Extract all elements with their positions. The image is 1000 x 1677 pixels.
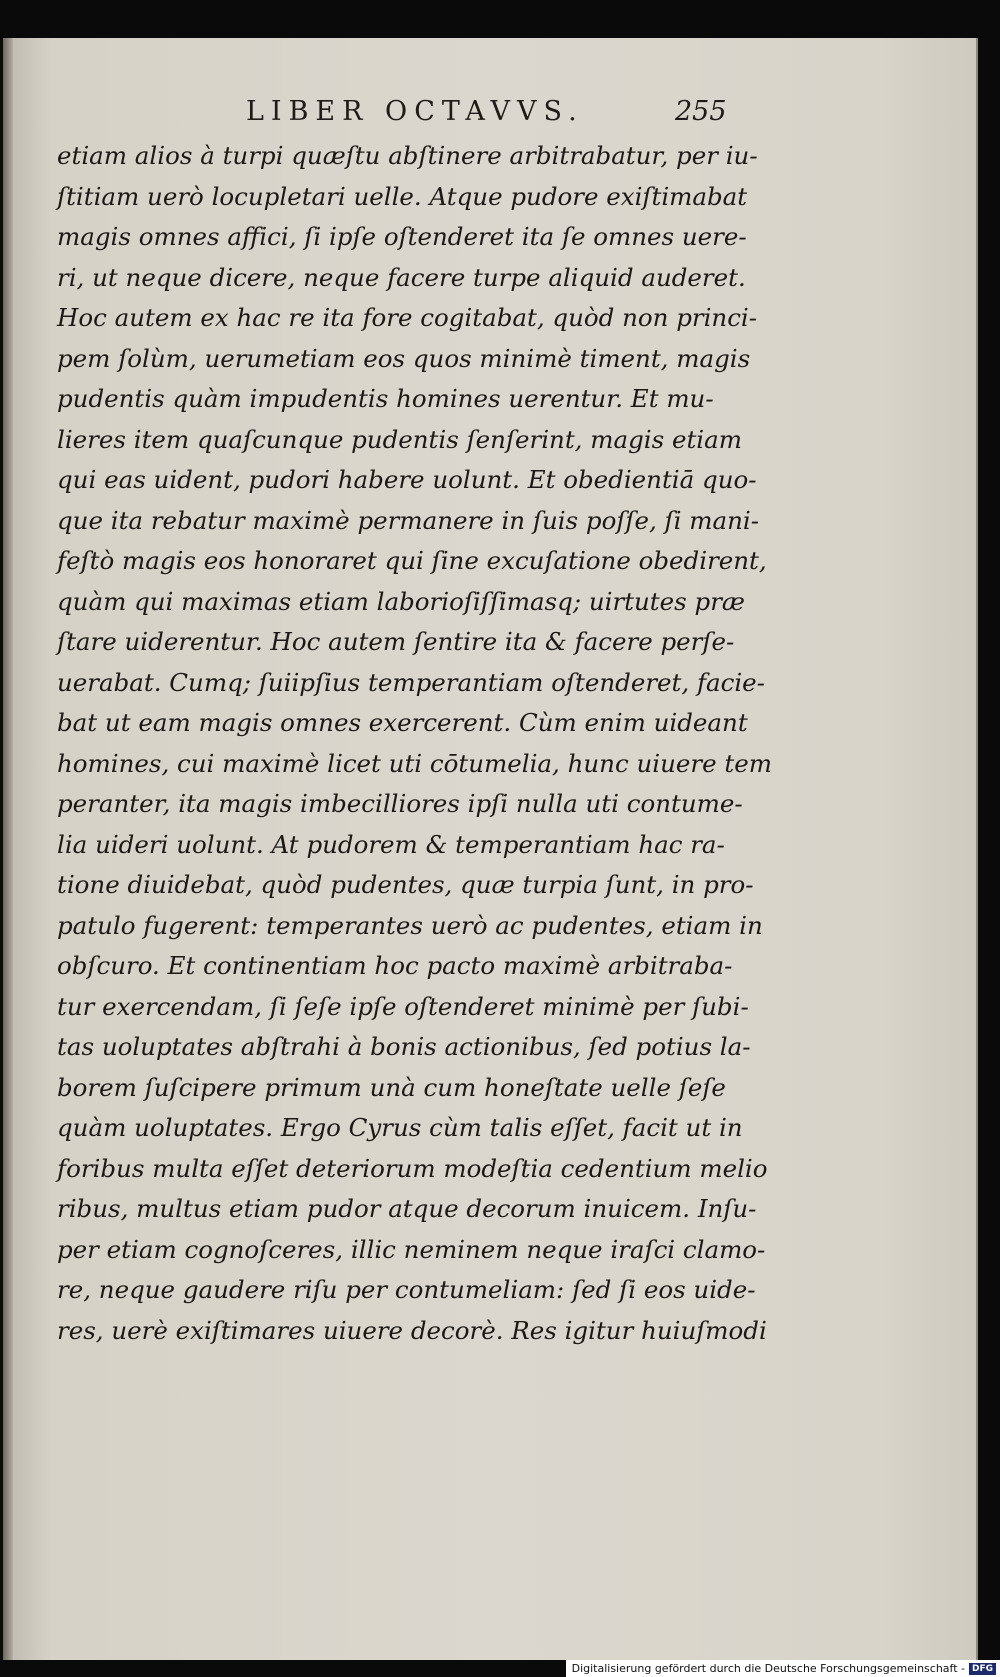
text-line: ribus, multus etiam pudor atque decorum inuicem. Inſu- <box>57 1194 757 1223</box>
text-line: patulo fugerent: temperantes uerò ac pudentes, etiam in <box>57 910 763 940</box>
credit-text: Digitalisierung gefördert durch die Deutsche Forschungsgemeinschaft - <box>571 1662 965 1675</box>
digitization-credit <box>566 1660 1000 1677</box>
text-line: que ita rebatur maximè permanere in ſuis poſſe, ſi mani- <box>57 505 759 535</box>
text-line: pudentis quàm impudentis homines uerentur. Et mu- <box>57 384 714 413</box>
text-line: tione diuidebat, quòd pudentes, quæ turpia ſunt, in pro- <box>57 870 754 899</box>
text-line: bat ut eam magis omnes exercerent. Cùm enim uideant <box>57 708 748 737</box>
dfg-logo-icon: DFG <box>969 1663 996 1675</box>
text-line: peranter, ita magis imbecilliores ipſi nulla uti contume- <box>57 789 743 818</box>
text-line: borem ſuſcipere primum unà cum honeſtate uelle ſeſe <box>57 1072 726 1102</box>
text-line: etiam alios à turpi quæſtu abſtinere arbitrabatur, per iu- <box>57 141 758 170</box>
text-line: pem ſolùm, uerumetiam eos quos minimè timent, magis <box>57 343 751 373</box>
text-line: lia uideri uolunt. At pudorem & temperantiam hac ra- <box>57 829 725 859</box>
body-text <box>57 136 772 1351</box>
text-line: feſtò magis eos honoraret qui ſine excuſatione obedirent, <box>57 546 767 575</box>
page-gutter-shadow <box>3 38 13 1660</box>
text-line: foribus multa eſſet deteriorum modeſtia cedentium melio <box>57 1153 768 1183</box>
text-line: obſcuro. Et continentiam hoc pacto maximè arbitraba- <box>57 951 733 980</box>
text-line: tas uoluptates abſtrahi à bonis actionibus, ſed potius la- <box>57 1032 751 1061</box>
text-line: qui eas uident, pudori habere uolunt. Et obedientiā quo- <box>57 465 757 494</box>
text-line: ſtare uiderentur. Hoc autem ſentire ita & facere perſe- <box>57 627 735 656</box>
book-page <box>3 38 978 1660</box>
text-line: magis omnes affici, ſi ipſe oſtenderet ita ſe omnes uere- <box>57 222 747 251</box>
text-line: quàm uoluptates. Ergo Cyrus cùm talis eſſet, facit ut in <box>57 1113 743 1142</box>
text-line: tur exercendam, ſi ſeſe ipſe oſtenderet minimè per ſubi- <box>57 991 749 1021</box>
page-header <box>3 96 976 136</box>
running-head: LIBER OCTAVVS. <box>246 96 584 127</box>
text-line: ſtitiam uerò locupletari uelle. Atque pudore exiſtimabat <box>57 181 748 211</box>
text-line: quàm qui maximas etiam laborioſiſſimasq; uirtutes præ <box>57 586 745 616</box>
text-line: homines, cui maximè licet uti cōtumelia, hunc uiuere tem <box>57 748 772 778</box>
text-line: lieres item quaſcunque pudentis ſenſerint, magis etiam <box>57 424 742 454</box>
text-line: res, uerè exiſtimares uiuere decorè. Res igitur huiuſmodi <box>57 1315 767 1345</box>
page-number: 255 <box>675 96 727 127</box>
text-line: Hoc autem ex hac re ita fore cogitabat, quòd non princi- <box>57 303 758 332</box>
text-line: uerabat. Cumq; ſuiipſius temperantiam oſtenderet, facie- <box>57 667 765 697</box>
text-line: re, neque gaudere riſu per contumeliam: ſed ſi eos uide- <box>57 1275 756 1304</box>
text-line: ri, ut neque dicere, neque facere turpe aliquid auderet. <box>57 262 746 292</box>
text-line: per etiam cognoſceres, illic neminem neque iraſci clamo- <box>57 1234 766 1264</box>
